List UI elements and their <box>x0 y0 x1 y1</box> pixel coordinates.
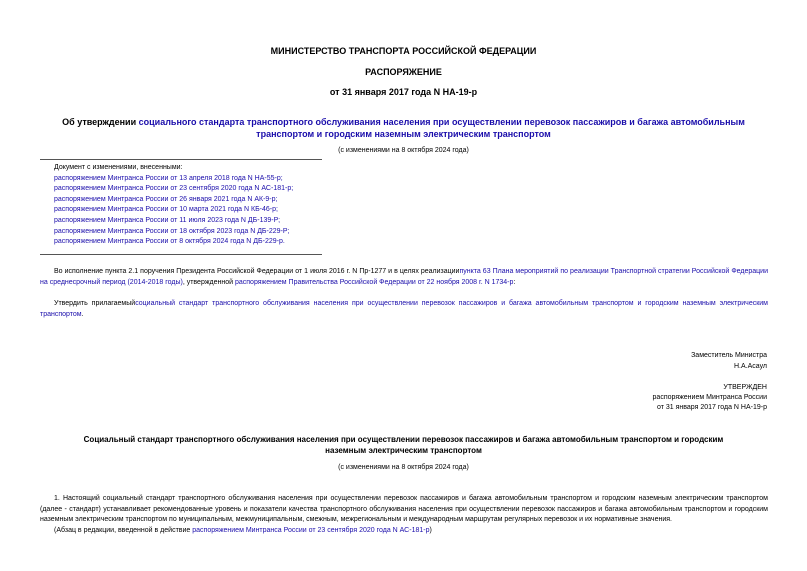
change-link[interactable]: распоряжением Минтранса России от 13 апреля 2018 года N НА-55-р; <box>54 174 283 182</box>
clause-note-prefix: (Абзац в редакции, введенной в действие <box>54 527 193 534</box>
government-order-link[interactable]: распоряжением Правительства Российской Федерации от 22 ноября 2008 г. N 1734-р <box>234 278 514 286</box>
standard-title-line2: наземным электрическим транспортом <box>325 446 482 455</box>
standard-title <box>0 434 807 456</box>
signatory-name: Н.А.Асаул <box>733 363 767 370</box>
approval-order: распоряжением Минтранса России <box>652 394 767 401</box>
signatory-position: Заместитель Министра <box>691 352 767 359</box>
clause-note-suffix: ) <box>429 527 432 534</box>
para1-text-b: , утвержденной <box>182 278 235 286</box>
change-link[interactable]: распоряжением Минтранса России от 8 октября 2024 года N ДБ-229-р. <box>54 238 285 246</box>
para1-text-c: : <box>513 278 516 286</box>
title-link-line2[interactable]: транспортом и городским наземным электрическим транспортом <box>256 129 551 139</box>
ministry-heading: МИНИСТЕРСТВО ТРАНСПОРТА РОССИЙСКОЙ ФЕДЕРАЦИИ <box>270 46 537 56</box>
title-link[interactable]: социального стандарта транспортного обслуживания населения при осуществлении перевозок пассажиров и багажа автомобильным <box>138 117 745 127</box>
change-link[interactable]: распоряжением Минтранса России от 26 января 2021 года N АК-9-р; <box>54 195 278 203</box>
paragraph-1 <box>40 267 768 288</box>
plan-link[interactable]: пункта 63 Плана мероприятий по реализации Транспортной стратегии Российской Федерации на среднесрочный период (2014-2018 годы) <box>40 268 768 286</box>
changes-heading: Документ с изменениями, внесенными: <box>54 164 183 171</box>
para2-text-b: . <box>81 310 84 318</box>
para1-text: Во исполнение пункта 2.1 поручения Президента Российской Федерации от 1 июля 2016 г. N Пр-1277 и в целях реализации <box>54 268 460 275</box>
approval-date: от 31 января 2017 года N НА-19-р <box>656 404 767 411</box>
standard-revision-note: (с изменениями на 8 октября 2024 года) <box>338 464 469 471</box>
revision-note: (с изменениями на 8 октября 2024 года) <box>338 147 469 154</box>
standard-title-line1: Социальный стандарт транспортного обслуживания населения при осуществлении перевозок пассажиров и багажа автомобильным транспортом и городским <box>83 435 724 444</box>
divider-bottom <box>40 254 322 255</box>
document-title <box>0 116 807 140</box>
clause-note <box>54 526 432 537</box>
standard-link[interactable]: социальный стандарт транспортного обслуживания населения при осуществлении перевозок пассажиров и багажа автомобильным транспортом и городским наземным электрическим транспортом <box>40 300 768 318</box>
title-prefix: Об утверждении <box>62 117 139 127</box>
para2-text: Утвердить прилагаемый <box>54 300 136 307</box>
document-type: РАСПОРЯЖЕНИЕ <box>365 67 442 77</box>
change-link[interactable]: распоряжением Минтранса России от 23 сентября 2020 года N АС-181-р; <box>54 185 294 193</box>
changes-list <box>54 163 293 248</box>
document-date-number: от 31 января 2017 года N НА-19-р <box>329 87 478 97</box>
approval-label: УТВЕРЖДЕН <box>723 384 767 391</box>
change-link[interactable]: распоряжением Минтранса России от 10 марта 2021 года N КБ-46-р; <box>54 206 278 214</box>
clause-1: 1. Настоящий социальный стандарт транспортного обслуживания населения при осуществлении перевозок пассажиров и багажа автомобильным транспортом и городским наземным электрическим транспортом (далее - стандарт) устанавливает рекомендованные уровень и показатели качества транспортного обслуживания населения при осуществлении перевозок пассажиров и багажа автомобильным транспортом и городским наземным электрическим транспортом по муниципальным, межмуниципальным, смежным, межрегиональным и международным маршрутам регулярных перевозок и их нормативные значения. <box>40 495 768 524</box>
paragraph-2 <box>40 299 768 320</box>
divider-top <box>40 159 322 160</box>
change-link[interactable]: распоряжением Минтранса России от 11 июля 2023 года N ДБ-139-Р; <box>54 216 281 224</box>
clause-note-link[interactable]: распоряжением Минтранса России от 23 сентября 2020 года N АС-181-р <box>192 527 430 534</box>
change-link[interactable]: распоряжением Минтранса России от 18 октября 2023 года N ДБ-229-Р; <box>54 227 290 235</box>
